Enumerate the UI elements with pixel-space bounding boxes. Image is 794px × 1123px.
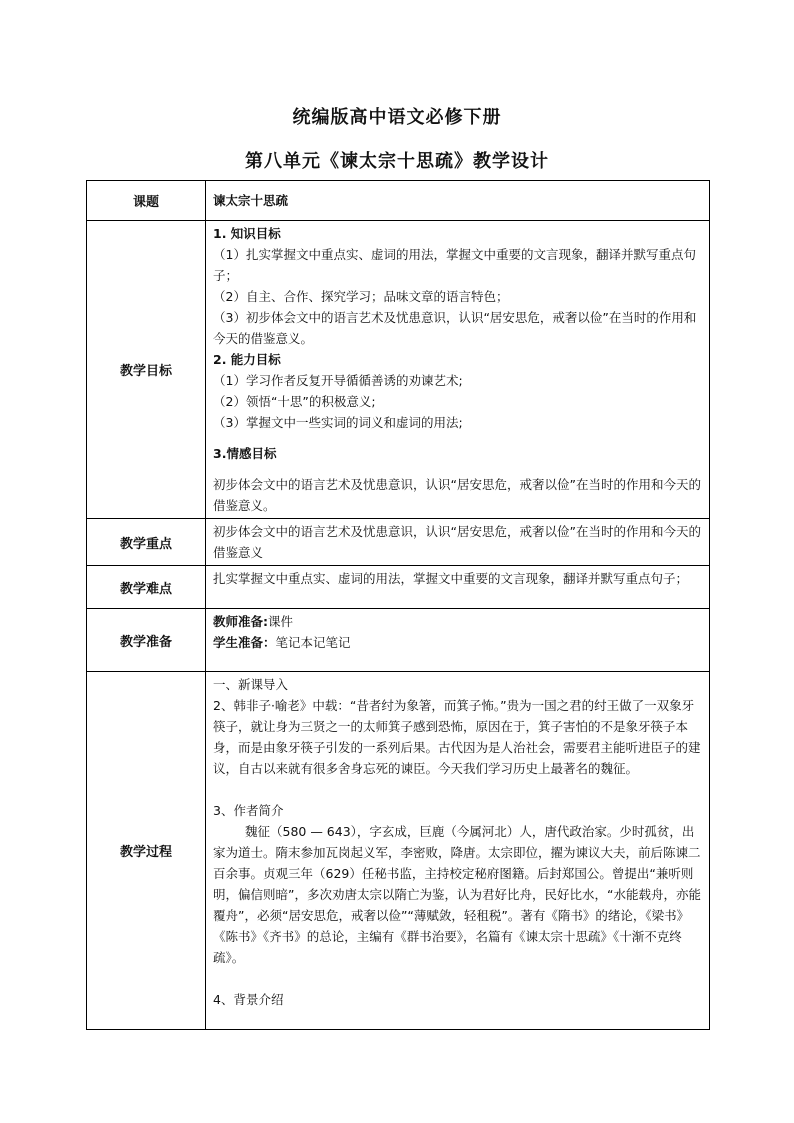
- table-row-key-points: [87, 519, 710, 566]
- goals-label: 教学目标: [87, 221, 206, 519]
- ability-goal-3: （3）掌握文中一些实词的词义和虚词的用法;: [213, 415, 463, 430]
- section-intro-heading: 一、新课导入: [213, 677, 289, 692]
- lesson-plan-table: [86, 180, 710, 1030]
- ability-goals-heading: 2. 能力目标: [213, 352, 281, 367]
- key-points-label: 教学重点: [87, 519, 206, 566]
- section-background-heading: 4、背景介绍: [213, 992, 284, 1007]
- emotion-goal-1: 初步体会文中的语言艺术及忧患意识，认识“居安思危，戒奢以俭”在当时的作用和今天的借鉴意义。: [213, 477, 701, 513]
- section-author-heading: 3、作者简介: [213, 803, 284, 818]
- author-paragraph: 魏征（580 — 643），字玄成，巨鹿（今属河北）人，唐代政治家。少时孤贫，出家为道士。隋末参加瓦岗起义军，李密败，降唐。太宗即位，擢为谏议大夫，前后陈谏二百余事。贞观三年（629）任秘书监，主持校定秘府图籍。后封郑国公。曾提出“兼听则明，偏信则暗”，多次劝唐太宗以隋亡为鉴，认为君好比舟，民好比水，“水能载舟，亦能覆舟”，必须“居安思危，戒奢以俭”“薄赋敛，轻租税”。著有《隋书》的绪论，《梁书》《陈书》《齐书》的总论，主编有《群书治要》，名篇有《谏太宗十思疏》《十渐不克终疏》。: [213, 824, 701, 965]
- document-subtitle: 第八单元《谏太宗十思疏》教学设计: [245, 151, 549, 172]
- ability-goal-2: （2）领悟“十思”的积极意义;: [213, 394, 376, 409]
- teacher-prep-label: 教师准备:: [213, 614, 268, 629]
- goals-content: [206, 221, 710, 519]
- ability-goal-1: （1）学习作者反复开导循循善诱的劝谏艺术;: [213, 373, 463, 388]
- emotion-goals-heading: 3.情感目标: [213, 446, 277, 461]
- knowledge-goals-heading: 1. 知识目标: [213, 226, 281, 241]
- difficulties-value: 扎实掌握文中重点实、虚词的用法，掌握文中重要的文言现象，翻译并默写重点句子；: [206, 566, 710, 609]
- knowledge-goal-3: （3）初步体会文中的语言艺术及忧患意识，认识“居安思危，戒奢以俭”在当时的作用和今天的借鉴意义。: [213, 310, 697, 346]
- student-prep-label: 学生准备：: [213, 635, 276, 650]
- table-row-topic: [87, 181, 710, 221]
- table-row-process: [87, 672, 710, 1030]
- intro-paragraph: 2、韩非子·喻老》中载：“昔者纣为象箸，而箕子怖。”贵为一国之君的纣王做了一双象牙筷子，就让身为三贤之一的太师箕子感到恐怖，原因在于，箕子害怕的不是象牙筷子本身，而是由象牙筷子引发的一系列后果。古代因为是人治社会，需要君主能听进臣子的建议，自古以来就有很多舍身忘死的谏臣。今天我们学习历史上最著名的魏征。: [213, 698, 701, 776]
- knowledge-goal-2: （2）自主、合作、探究学习；品味文章的语言特色；: [213, 289, 509, 304]
- difficulties-label: 教学难点: [87, 566, 206, 609]
- process-content: [206, 672, 710, 1030]
- table-row-difficulties: [87, 566, 710, 609]
- student-prep-value: 笔记本记笔记: [275, 635, 351, 650]
- document-title: 统编版高中语文必修下册: [292, 107, 502, 128]
- topic-label: 课题: [87, 181, 206, 221]
- key-points-value: 初步体会文中的语言艺术及忧患意识，认识“居安思危，戒奢以俭”在当时的作用和今天的借鉴意义: [206, 519, 710, 566]
- table-row-preparation: [87, 609, 710, 672]
- topic-value: 谏太宗十思疏: [206, 181, 710, 221]
- preparation-label: 教学准备: [87, 609, 206, 672]
- knowledge-goal-1: （1）扎实掌握文中重点实、虚词的用法，掌握文中重要的文言现象，翻译并默写重点句子；: [213, 247, 696, 283]
- table-row-goals: [87, 221, 710, 519]
- teacher-prep-value: 课件: [268, 614, 294, 629]
- preparation-content: [206, 609, 710, 672]
- process-label: 教学过程: [87, 672, 206, 1030]
